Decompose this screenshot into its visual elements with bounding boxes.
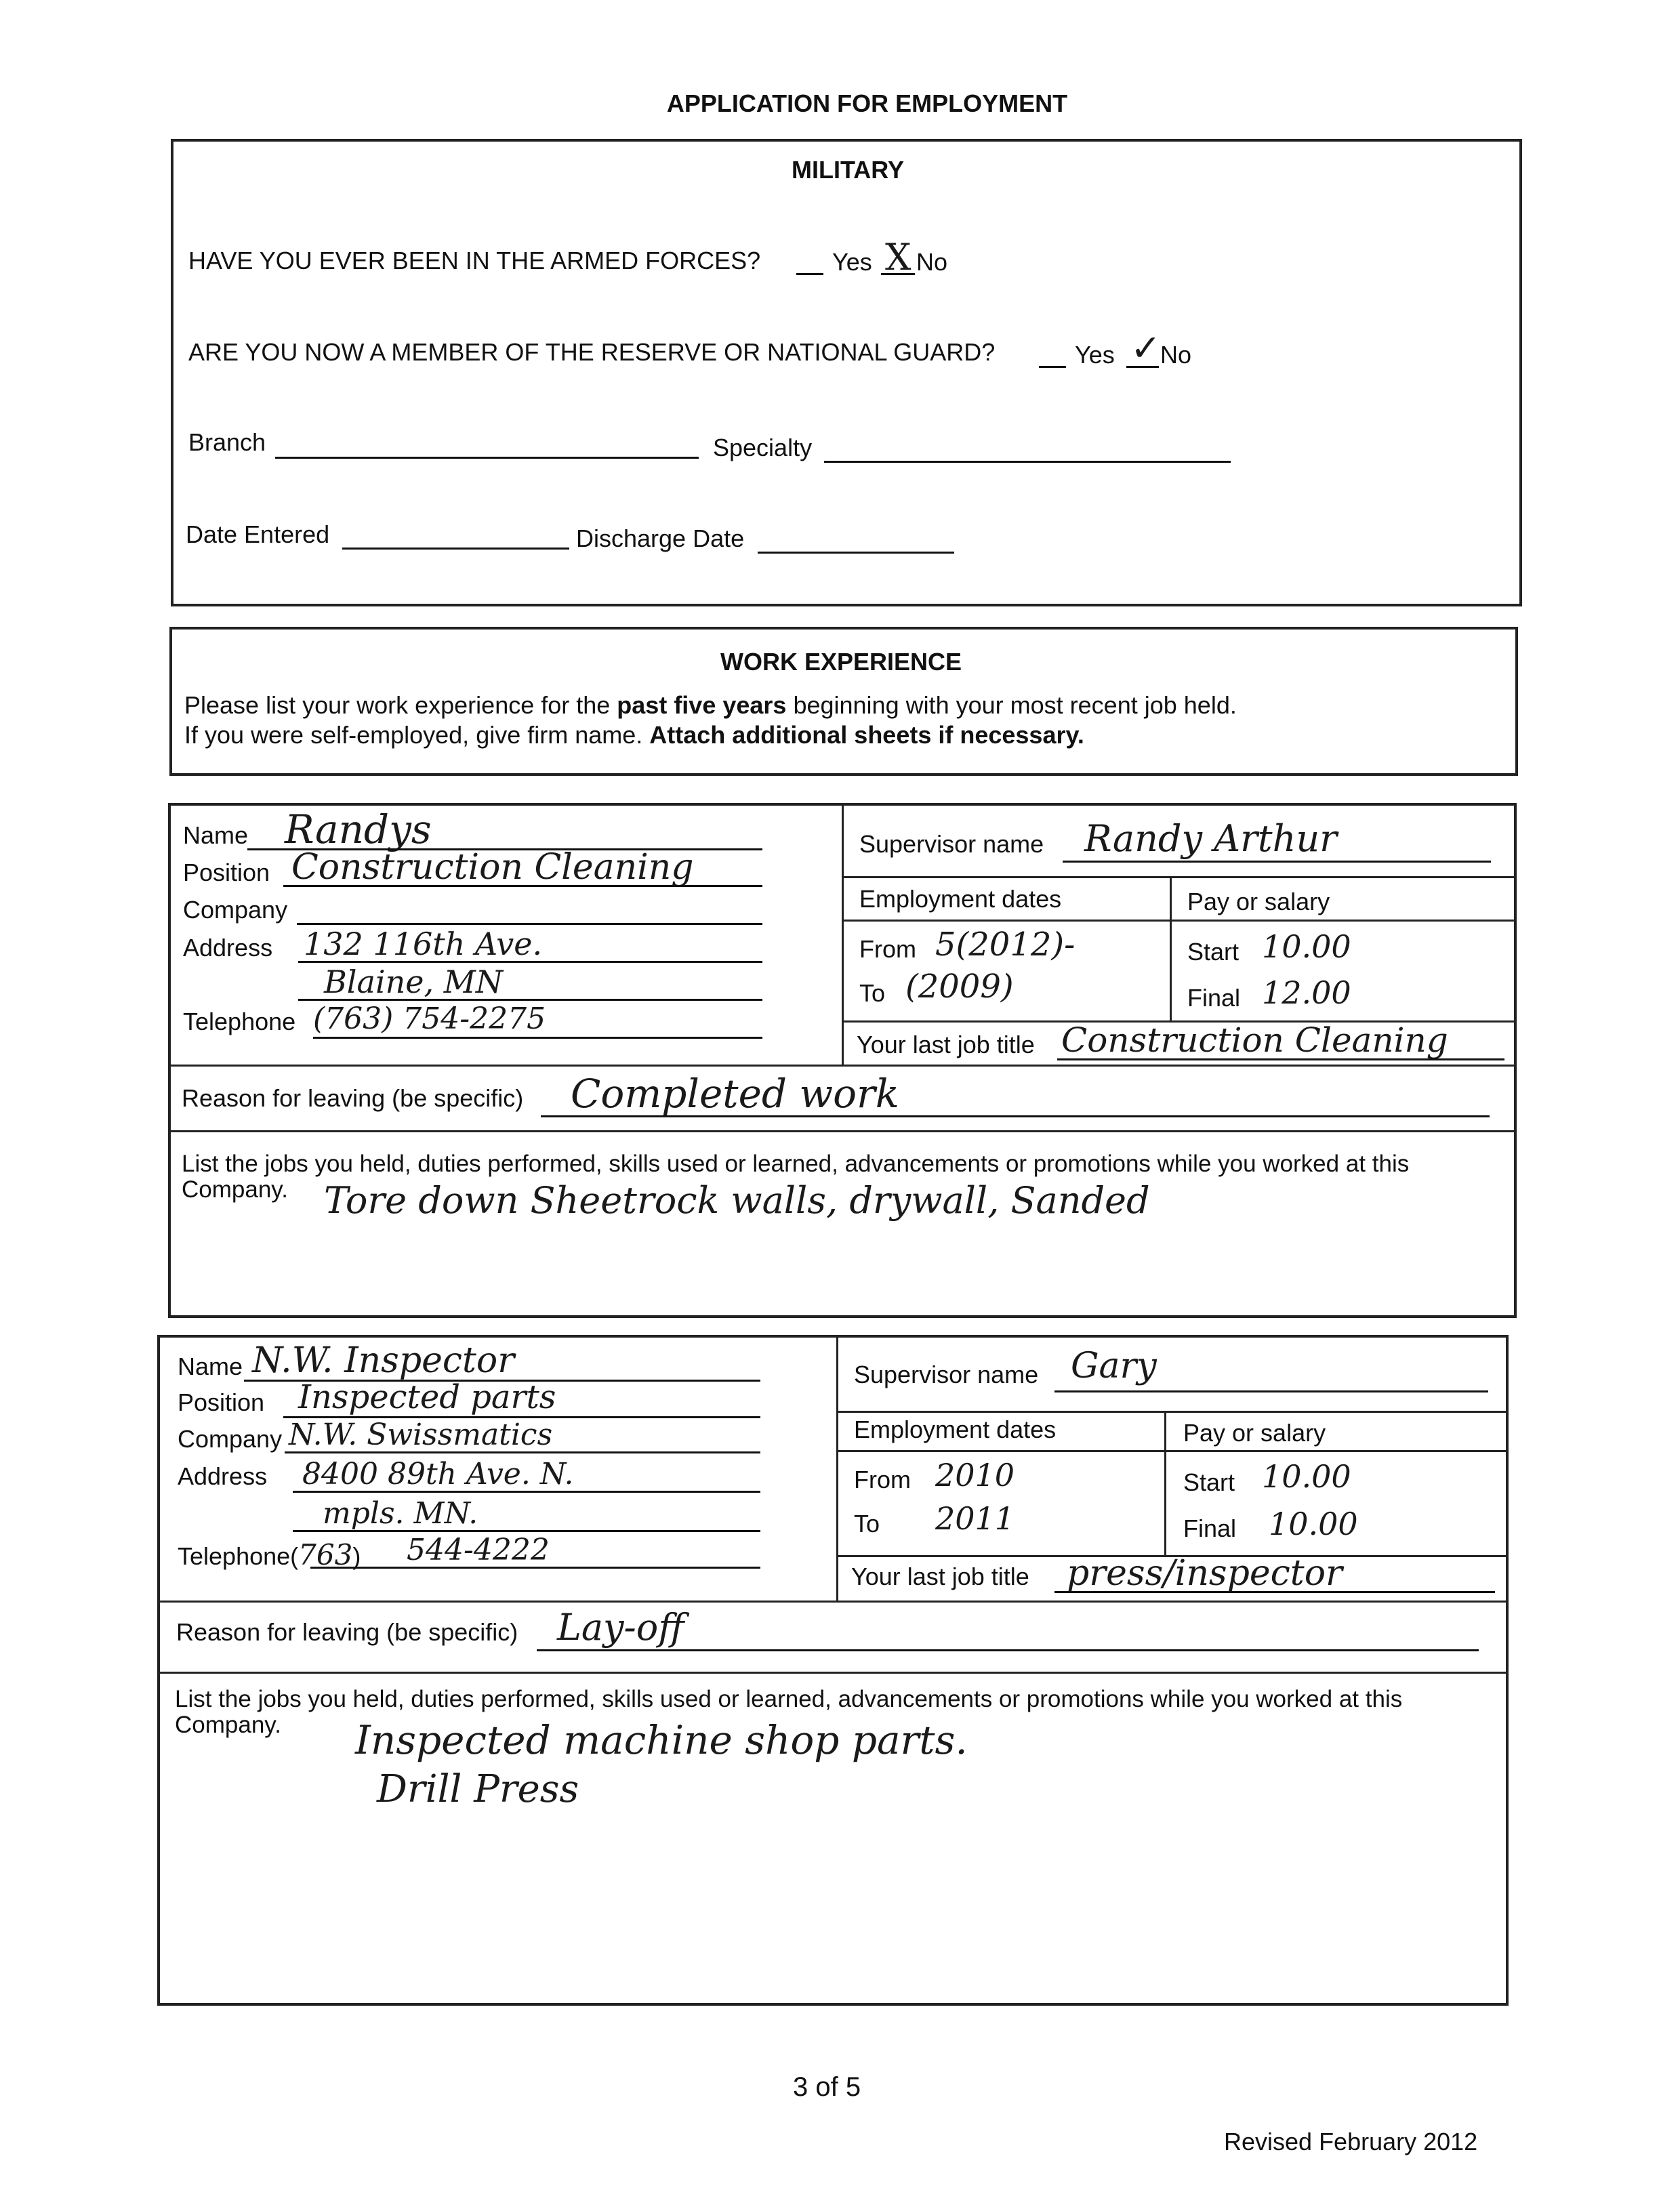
job1-pay-divider bbox=[1170, 876, 1172, 1020]
job2-from-label: From bbox=[854, 1466, 911, 1493]
armed-forces-no-label: No bbox=[916, 248, 948, 276]
job1-position-field[interactable] bbox=[283, 885, 762, 887]
job2-address-label: Address bbox=[178, 1462, 268, 1490]
job2-final-value: 10.00 bbox=[1269, 1506, 1358, 1542]
job1-duties-label-line2: Company. bbox=[182, 1176, 288, 1203]
job2-position-label: Position bbox=[178, 1388, 265, 1416]
job1-reason-label: Reason for leaving (be specific) bbox=[182, 1084, 524, 1112]
job2-duties-rule bbox=[159, 1672, 1507, 1674]
armed-forces-yes-blank[interactable] bbox=[796, 273, 823, 275]
job1-supervisor-field[interactable] bbox=[1063, 861, 1491, 863]
job2-telephone-value: 544-4222 bbox=[407, 1533, 550, 1567]
job2-address2-field[interactable] bbox=[293, 1530, 760, 1532]
job1-reason-rule bbox=[169, 1065, 1515, 1067]
job2-last-title-field[interactable] bbox=[1054, 1591, 1495, 1593]
job2-start-value: 10.00 bbox=[1262, 1458, 1351, 1495]
job1-divider bbox=[842, 804, 844, 1065]
job2-company-value: N.W. Swissmatics bbox=[289, 1418, 553, 1452]
reserve-yes-blank[interactable] bbox=[1039, 366, 1066, 368]
job2-reason-rule bbox=[159, 1601, 1507, 1603]
job1-name-label: Name bbox=[183, 821, 249, 849]
job1-start-label: Start bbox=[1187, 938, 1239, 966]
job2-reason-field[interactable] bbox=[537, 1649, 1479, 1651]
revision-note: Revised February 2012 bbox=[1224, 2128, 1478, 2155]
job1-last-title-value: Construction Cleaning bbox=[1061, 1020, 1448, 1060]
job1-start-value: 10.00 bbox=[1262, 928, 1351, 965]
job2-supervisor-label: Supervisor name bbox=[854, 1361, 1039, 1388]
job2-divider bbox=[836, 1336, 838, 1601]
reserve-no-mark: ✓ bbox=[1130, 327, 1162, 369]
reserve-yes-label: Yes bbox=[1075, 341, 1115, 369]
job1-reason-field[interactable] bbox=[541, 1115, 1490, 1117]
job1-supervisor-label: Supervisor name bbox=[859, 830, 1044, 858]
job1-telephone-label: Telephone bbox=[183, 1008, 296, 1035]
job1-last-title-field[interactable] bbox=[1057, 1058, 1504, 1060]
job2-last-title-value: press/inspector bbox=[1067, 1553, 1343, 1594]
page-number: 3 of 5 bbox=[793, 2072, 861, 2102]
job2-final-label: Final bbox=[1183, 1514, 1237, 1542]
date-entered-field[interactable] bbox=[342, 548, 569, 550]
armed-forces-yes-label: Yes bbox=[832, 248, 872, 276]
job2-to-label: To bbox=[854, 1510, 880, 1537]
job1-supervisor-value: Randy Arthur bbox=[1084, 817, 1337, 860]
job2-last-title-label: Your last job title bbox=[851, 1563, 1029, 1590]
job1-pay-label: Pay or salary bbox=[1187, 888, 1330, 915]
job2-telephone-label: Telephone(763) bbox=[178, 1538, 361, 1571]
job1-reason-value: Completed work bbox=[571, 1071, 899, 1117]
specialty-label: Specialty bbox=[713, 434, 813, 461]
job2-pay-divider bbox=[1164, 1411, 1166, 1555]
job1-duties-value: Tore down Sheetrock walls, drywall, Sanded bbox=[324, 1179, 1150, 1222]
job2-company-label: Company bbox=[178, 1425, 283, 1453]
job1-address2-value: Blaine, MN bbox=[324, 964, 504, 1000]
work-experience-heading: WORK EXPERIENCE bbox=[720, 648, 962, 676]
job2-dates-rule bbox=[836, 1450, 1507, 1452]
discharge-date-label: Discharge Date bbox=[576, 524, 745, 552]
job2-name-value: N.W. Inspector bbox=[252, 1340, 515, 1381]
job2-supervisor-value: Gary bbox=[1071, 1346, 1157, 1386]
job2-pay-label: Pay or salary bbox=[1183, 1419, 1326, 1447]
reserve-question: ARE YOU NOW A MEMBER OF THE RESERVE OR NATIONAL GUARD? bbox=[188, 338, 996, 366]
job2-supervisor-field[interactable] bbox=[1054, 1390, 1488, 1392]
job1-company-field[interactable] bbox=[297, 923, 762, 925]
job2-telephone-area: 763 bbox=[298, 1538, 353, 1571]
military-section bbox=[171, 139, 1522, 606]
job1-name-value: Randys bbox=[285, 806, 432, 852]
job1-from-value: 5(2012)- bbox=[935, 926, 1075, 964]
page-title: APPLICATION FOR EMPLOYMENT bbox=[666, 89, 1068, 117]
job1-to-value: (2009) bbox=[905, 968, 1014, 1006]
job2-sup-rule bbox=[836, 1411, 1507, 1413]
job1-position-value: Construction Cleaning bbox=[291, 847, 694, 888]
job1-address-label: Address bbox=[183, 934, 273, 962]
military-heading: MILITARY bbox=[792, 156, 904, 184]
job1-telephone-field[interactable] bbox=[313, 1037, 762, 1039]
job2-from-value: 2010 bbox=[935, 1457, 1015, 1493]
branch-field[interactable] bbox=[275, 457, 699, 459]
work-instructions-line1: Please list your work experience for the past five years beginning with your most recent job held. bbox=[184, 691, 1237, 719]
job1-address2-field[interactable] bbox=[298, 999, 762, 1001]
job1-to-label: To bbox=[859, 979, 886, 1007]
job1-address1-field[interactable] bbox=[298, 961, 762, 963]
job1-position-label: Position bbox=[183, 859, 270, 886]
job2-duties-value-line2: Drill Press bbox=[377, 1767, 579, 1811]
job2-start-label: Start bbox=[1183, 1468, 1235, 1496]
job1-dates-rule bbox=[842, 920, 1515, 922]
job2-telephone-field[interactable] bbox=[310, 1567, 760, 1569]
reserve-no-label: No bbox=[1160, 341, 1192, 369]
job2-address2-value: mpls. MN. bbox=[323, 1496, 478, 1531]
job1-employment-dates-label: Employment dates bbox=[859, 885, 1062, 913]
job2-duties-label-line2: Company. bbox=[175, 1712, 281, 1738]
branch-label: Branch bbox=[188, 428, 266, 456]
work-instructions-line2: If you were self-employed, give firm name. Attach additional sheets if necessary. bbox=[184, 721, 1084, 749]
job2-to-value: 2011 bbox=[935, 1500, 1015, 1537]
job2-name-label: Name bbox=[178, 1353, 243, 1380]
armed-forces-no-mark: X bbox=[885, 236, 911, 278]
job2-address1-value: 8400 89th Ave. N. bbox=[302, 1457, 574, 1491]
job2-reason-value: Lay-off bbox=[557, 1606, 684, 1649]
job1-final-value: 12.00 bbox=[1262, 974, 1351, 1011]
job1-sup-rule bbox=[842, 876, 1515, 878]
job2-duties-value-line1: Inspected machine shop parts. bbox=[355, 1717, 968, 1763]
job1-duties-rule bbox=[169, 1130, 1515, 1132]
job2-telephone-label-text: Telephone bbox=[178, 1542, 291, 1570]
job2-address1-field[interactable] bbox=[293, 1491, 760, 1493]
job1-address1-value: 132 116th Ave. bbox=[304, 926, 543, 962]
date-entered-label: Date Entered bbox=[186, 520, 330, 548]
job1-company-label: Company bbox=[183, 896, 288, 924]
job2-reason-label: Reason for leaving (be specific) bbox=[176, 1618, 518, 1646]
job1-duties-label-line1: List the jobs you held, duties performed, skills used or learned, advancements or promotions while you worked at this bbox=[182, 1151, 1410, 1177]
job2-duties-label-line1: List the jobs you held, duties performed, skills used or learned, advancements or promotions while you worked at this bbox=[175, 1686, 1403, 1712]
job1-from-label: From bbox=[859, 935, 916, 963]
job1-telephone-value: (763) 754-2275 bbox=[313, 1002, 546, 1036]
discharge-date-field[interactable] bbox=[758, 552, 954, 554]
specialty-field[interactable] bbox=[824, 461, 1231, 463]
job2-company-field[interactable] bbox=[285, 1451, 760, 1453]
job1-last-title-label: Your last job title bbox=[857, 1031, 1035, 1058]
job2-position-value: Inspected parts bbox=[298, 1378, 556, 1416]
job1-final-label: Final bbox=[1187, 984, 1241, 1012]
job2-employment-dates-label: Employment dates bbox=[854, 1416, 1057, 1443]
armed-forces-question: HAVE YOU EVER BEEN IN THE ARMED FORCES? bbox=[188, 247, 761, 274]
